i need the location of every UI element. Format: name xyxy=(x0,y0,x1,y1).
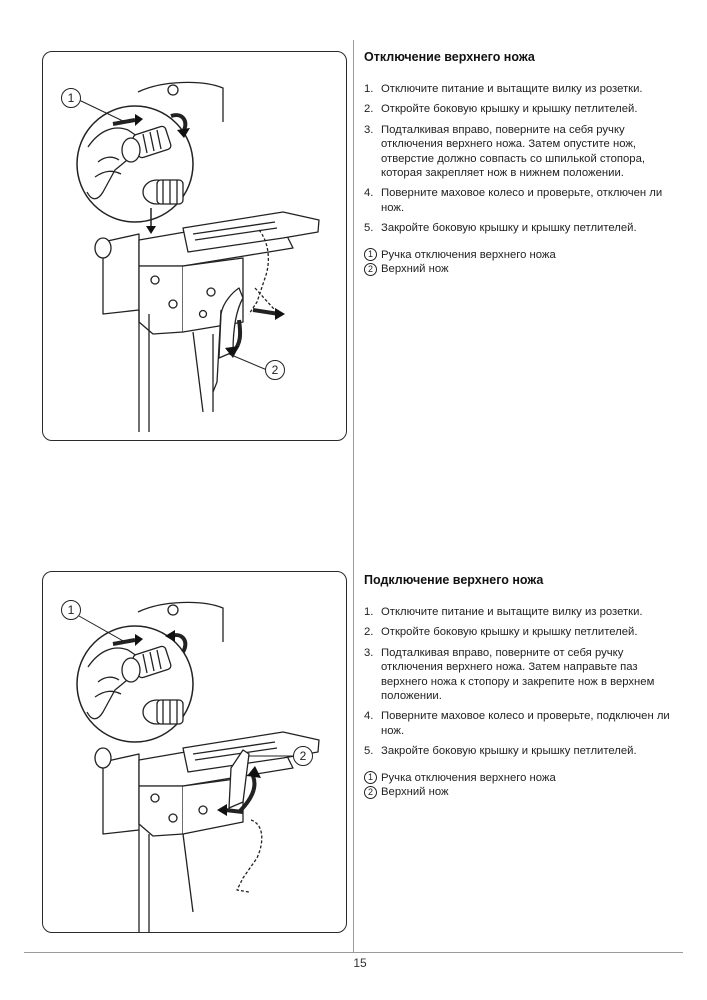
step-item xyxy=(364,186,684,215)
legend xyxy=(364,248,684,277)
legend xyxy=(364,771,684,800)
step-text: Поверните маховое колесо и проверьте, подключен ли нож. xyxy=(381,710,670,737)
legend-text: Верхний нож xyxy=(381,263,449,276)
legend-text: Ручка отключения верхнего ножа xyxy=(381,771,556,784)
step-text: Поверните маховое колесо и проверьте, отключен ли нож. xyxy=(381,187,663,214)
callout-2: 2 xyxy=(293,746,313,766)
step-number: 5. xyxy=(364,745,374,758)
step-item xyxy=(364,123,684,181)
disengage-knife-illustration xyxy=(43,52,346,440)
section-title: Подключение верхнего ножа xyxy=(364,573,544,587)
step-text: Отключите питание и вытащите вилку из розетки. xyxy=(381,606,643,618)
step-number: 2. xyxy=(364,103,374,116)
legend-mark: 1 xyxy=(364,248,377,261)
step-text: Отключите питание и вытащите вилку из розетки. xyxy=(381,83,643,95)
step-text: Подталкивая вправо, поверните от себя ручку отключения верхнего ножа. Затем направьте паз верхнего ножа к стопору и закрепите нож в верхнем положении. xyxy=(381,646,655,703)
legend-item xyxy=(364,248,684,263)
legend-mark: 1 xyxy=(364,771,377,784)
step-number: 5. xyxy=(364,222,374,235)
step-number: 3. xyxy=(364,646,374,659)
legend-item xyxy=(364,785,684,800)
step-item xyxy=(364,82,684,96)
steps-list xyxy=(364,605,684,759)
step-number: 1. xyxy=(364,83,374,95)
section-title: Отключение верхнего ножа xyxy=(364,50,535,64)
step-text: Закройте боковую крышку и крышку петлителей. xyxy=(381,745,637,758)
step-number: 4. xyxy=(364,187,374,200)
legend-mark: 2 xyxy=(364,786,377,799)
step-item xyxy=(364,744,684,758)
step-number: 4. xyxy=(364,710,374,723)
legend-item xyxy=(364,262,684,277)
figure-disengage-knife xyxy=(42,51,347,441)
section-engage-knife xyxy=(364,573,684,800)
step-text: Закройте боковую крышку и крышку петлителей. xyxy=(381,222,637,235)
legend-text: Ручка отключения верхнего ножа xyxy=(381,248,556,261)
callout-2: 2 xyxy=(265,360,285,380)
step-number: 3. xyxy=(364,123,374,136)
step-text: Подталкивая вправо, поверните на себя ручку отключения верхнего ножа. Затем опустите нож, отверстие должно совпасть со шпилькой стопора, которая закрепляет нож в нижнем положении. xyxy=(381,123,645,180)
section-disengage-knife xyxy=(364,50,684,277)
legend-mark: 2 xyxy=(364,263,377,276)
footer-rule xyxy=(24,952,683,953)
page-number: 15 xyxy=(353,956,367,970)
step-item xyxy=(364,102,684,116)
steps-list xyxy=(364,82,684,236)
column-divider xyxy=(353,40,354,952)
figure-engage-knife xyxy=(42,571,347,933)
step-text: Откройте боковую крышку и крышку петлителей. xyxy=(381,626,638,639)
step-text: Откройте боковую крышку и крышку петлителей. xyxy=(381,103,638,116)
callout-1: 1 xyxy=(61,600,81,620)
step-item xyxy=(364,646,684,704)
step-item xyxy=(364,221,684,235)
callout-1: 1 xyxy=(61,88,81,108)
legend-item xyxy=(364,771,684,786)
step-item xyxy=(364,709,684,738)
step-number: 1. xyxy=(364,606,374,618)
step-number: 2. xyxy=(364,626,374,639)
legend-text: Верхний нож xyxy=(381,786,449,799)
step-item xyxy=(364,605,684,619)
step-item xyxy=(364,625,684,639)
